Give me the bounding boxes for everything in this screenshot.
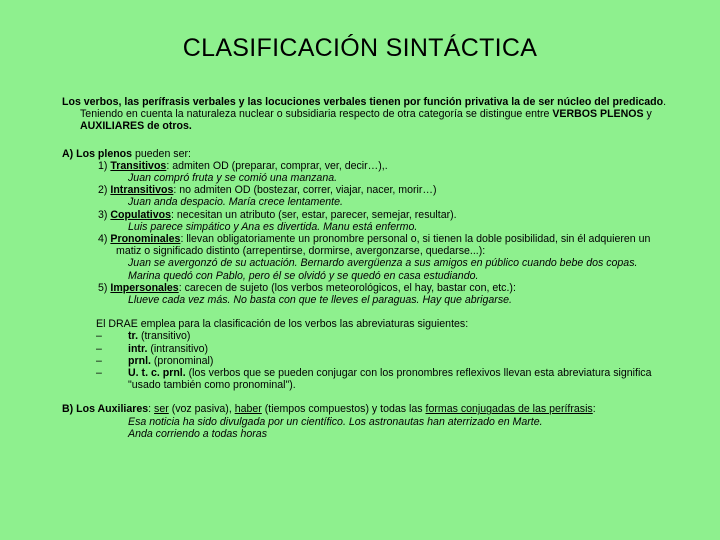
verb-type-item <box>62 233 672 257</box>
verb-type-term: Intransitivos <box>110 184 174 197</box>
auxiliary-example: Anda corriendo a todas horas <box>128 427 267 440</box>
drae-list <box>62 330 672 391</box>
section-a-heading <box>62 148 672 160</box>
verb-type-description: : no admiten OD (bostezar, correr, viajar, nacer, morir…) <box>173 184 437 197</box>
drae-abbreviation-meaning: (los verbos que se pueden conjugar con los pronombres reflexivos llevan esta abreviatura significa "usado también como pronominal"). <box>128 367 652 392</box>
drae-abbreviation: intr. <box>128 342 148 355</box>
verb-type-example: Llueve cada vez más. No basta con que te lleves el paraguas. Hay que abrigarse. <box>128 294 512 307</box>
dash-bullet: – <box>96 354 102 367</box>
verb-type-item <box>62 209 672 221</box>
intro-paragraph <box>62 96 672 133</box>
drae-abbreviation-item <box>62 343 672 355</box>
section-b-end: : <box>592 403 596 416</box>
section-b-haber: haber <box>234 403 262 416</box>
drae-abbreviation: prnl. <box>128 354 151 367</box>
section-b-sep: : <box>148 403 155 416</box>
drae-abbreviation-meaning: (pronominal) <box>150 354 214 367</box>
drae-abbreviation: U. t. c. prnl. <box>128 367 186 380</box>
intro-auxiliares: AUXILIARES de otros. <box>80 120 192 133</box>
drae-abbreviation-item <box>62 330 672 342</box>
drae-abbreviation-text <box>128 330 672 342</box>
verb-type-term: Impersonales <box>110 281 179 294</box>
verb-type-term: Transitivos <box>110 159 167 172</box>
section-b-haber-note: (tiempos compuestos) y todas las <box>261 403 426 416</box>
dash-bullet: – <box>96 342 102 355</box>
verb-type-example: Juan anda despacio. María crece lentamente. <box>128 196 343 209</box>
verb-type-description: : necesitan un atributo (ser, estar, parecer, semejar, resultar). <box>171 208 457 221</box>
section-b-formas: formas conjugadas de las perífrasis <box>425 403 593 416</box>
verb-type-example: Marina quedó con Pablo, pero él se olvidó y se quedó en casa estudiando. <box>128 269 479 282</box>
drae-abbreviation-item <box>62 355 672 367</box>
intro-rest-2: y <box>643 108 652 121</box>
section-b-ser: ser <box>154 403 169 416</box>
verb-type-item <box>62 184 672 196</box>
section-b-ser-note: (voz pasiva), <box>168 403 235 416</box>
drae-abbreviation-item <box>62 367 672 391</box>
verb-type-description: : admiten OD (preparar, comprar, ver, decir…),. <box>166 159 388 172</box>
verb-type-number: 1) <box>98 159 111 172</box>
drae-abbreviation-meaning: (transitivo) <box>138 330 191 343</box>
verb-type-description: : llevan obligatoriamente un pronombre personal o, si tienen la doble posibilidad, sin él adquieren un matiz o significado distinto (arrepentirse, dormirse, avergonzarse, quedarse...): <box>116 233 651 258</box>
verb-type-term: Pronominales <box>110 233 181 246</box>
intro-bold-lead: Los verbos, las perífrasis verbales y las locuciones verbales tienen por función privativa la de ser núcleo del predicado <box>62 96 664 108</box>
verb-type-number: 3) <box>98 208 111 221</box>
section-b-examples <box>62 416 672 440</box>
section-a-label: A) Los plenos <box>62 147 133 160</box>
verb-type-item <box>62 160 672 172</box>
drae-intro: El DRAE emplea para la clasificación de los verbos las abreviaturas siguientes: <box>96 318 469 331</box>
verb-type-description: : carecen de sujeto (los verbos meteorológicos, el hay, bastar con, etc.): <box>178 281 516 294</box>
verb-type-example: Luis parece simpático y Ana es divertida. Manu está enfermo. <box>128 220 418 233</box>
drae-abbreviation-text <box>128 343 672 355</box>
section-a-rest: pueden ser: <box>132 147 191 160</box>
intro-rest-1: . Teniendo en cuenta la naturaleza nuclear o subsidiaria respecto de otra categoría se distingue entre <box>80 96 667 121</box>
auxiliary-example: Esa noticia ha sido divulgada por un científico. Los astronautas han aterrizado en Marte. <box>128 415 543 428</box>
slide-title: CLASIFICACIÓN SINTÁCTICA <box>182 34 538 62</box>
verb-type-example: Juan se avergonzó de su actuación. Bernardo avergüenza a sus amigos en público cuando bebe dos copas. <box>128 257 638 270</box>
verb-type-number: 2) <box>98 184 111 197</box>
verb-type-number: 5) <box>98 281 111 294</box>
intro-verbos-plenos: VERBOS PLENOS <box>552 108 644 121</box>
drae-abbreviation-meaning: (intransitivo) <box>147 342 209 355</box>
dash-bullet: – <box>96 330 102 343</box>
verb-type-number: 4) <box>98 233 111 246</box>
verb-type-term: Copulativos <box>110 208 171 221</box>
verb-type-item <box>62 282 672 294</box>
section-a-list <box>62 160 672 306</box>
drae-abbreviation-text <box>128 367 672 391</box>
drae-abbreviation: tr. <box>128 330 139 343</box>
dash-bullet: – <box>96 367 102 380</box>
slide-body <box>62 96 672 440</box>
verb-type-example: Juan compró fruta y se comió una manzana. <box>128 172 338 185</box>
section-b-paragraph <box>62 403 672 415</box>
drae-abbreviation-text <box>128 355 672 367</box>
section-b-label: B) Los Auxiliares <box>62 403 149 416</box>
